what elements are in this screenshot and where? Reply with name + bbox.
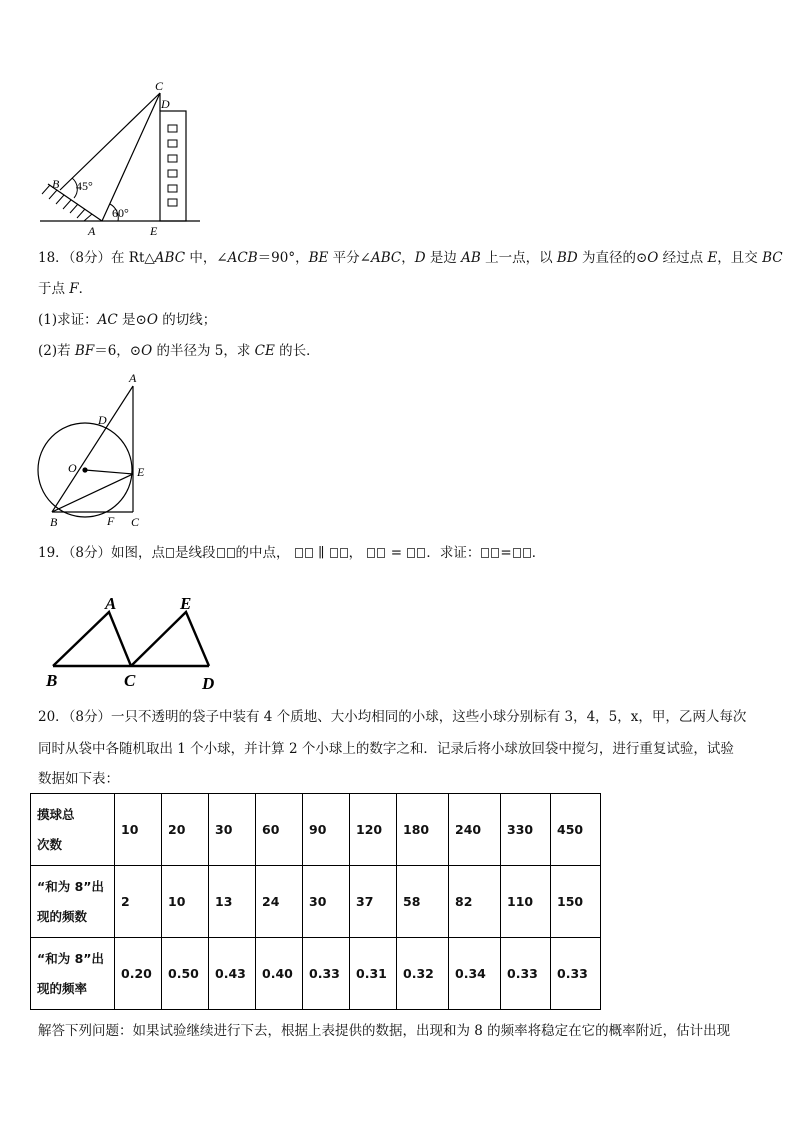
- table-cell: 24: [256, 866, 303, 938]
- text: =: [390, 545, 403, 561]
- text: ＝6，⊙: [94, 343, 142, 359]
- text: 现的频数: [37, 908, 88, 924]
- label-b: B: [52, 177, 60, 191]
- text: O: [647, 250, 659, 266]
- label-f: F: [107, 514, 115, 528]
- text: 的长．: [274, 343, 320, 359]
- table-cell: 150: [551, 866, 601, 938]
- text: ．求证：: [426, 545, 481, 561]
- text: 是⊙: [117, 312, 147, 328]
- text: 为直径的⊙: [577, 250, 648, 266]
- missing-glyph-icon: [407, 548, 415, 558]
- text: (1)求证：: [38, 312, 98, 328]
- text: ．: [531, 545, 546, 561]
- text: F: [69, 281, 79, 297]
- text: O: [146, 312, 158, 328]
- text: ，: [348, 545, 363, 561]
- text: AC: [97, 312, 118, 328]
- row-header: [31, 866, 115, 938]
- text: ，且交: [717, 250, 763, 266]
- text: =: [500, 545, 512, 561]
- figure-18-diagram: [30, 370, 160, 532]
- missing-glyph-icon: [330, 548, 338, 558]
- text: 现的频率: [37, 980, 88, 996]
- text: ＝90°，: [257, 250, 309, 266]
- row-header: [31, 794, 115, 866]
- text: BE: [308, 250, 329, 266]
- table-cell: 0.40: [256, 938, 303, 1010]
- text: BF: [74, 343, 95, 359]
- table-cell: 0.33: [303, 938, 350, 1010]
- table-cell: 10: [115, 794, 162, 866]
- text: ，: [401, 250, 415, 266]
- text: ∥: [318, 545, 325, 561]
- label-o: O: [68, 461, 77, 475]
- q18-line2: [38, 280, 92, 298]
- text: 于点: [38, 281, 70, 297]
- table-cell: 180: [397, 794, 449, 866]
- label-a: A: [129, 371, 137, 385]
- label-45: 45°: [76, 179, 93, 193]
- q20-line1: 20．（8分）一只不透明的袋子中装有 4 个质地、大小均相同的小球，这些小球分别标有 3，4，5，x，甲，乙两人每次: [38, 709, 747, 725]
- missing-glyph-icon: [481, 548, 489, 558]
- text: BC: [762, 250, 783, 266]
- text: 18．（8分）在 Rt△: [38, 250, 155, 266]
- figure-17-diagram: [30, 78, 200, 238]
- text: AB: [461, 250, 481, 266]
- table-row: [31, 794, 601, 866]
- text: 是边: [425, 250, 462, 266]
- missing-glyph-icon: [166, 548, 174, 558]
- label-c: C: [155, 79, 164, 93]
- missing-glyph-icon: [523, 548, 531, 558]
- text: E: [707, 250, 718, 266]
- q20-line2: 同时从袋中各随机取出 1 个小球，并计算 2 个小球上的数字之和．记录后将小球放回袋中搅匀，进行重复试验，试验: [38, 741, 734, 757]
- table-cell: 20: [162, 794, 209, 866]
- label-c: C: [124, 671, 136, 690]
- table-cell: 240: [449, 794, 501, 866]
- figure-19-diagram: [38, 590, 228, 692]
- text: 的切线；: [157, 312, 217, 328]
- label-e: E: [150, 224, 158, 238]
- text: 的中点，: [235, 545, 290, 561]
- label-b: B: [50, 515, 58, 529]
- label-b: B: [46, 671, 58, 690]
- missing-glyph-icon: [305, 548, 313, 558]
- text: 摸球总: [37, 806, 75, 822]
- table-cell: 0.20: [115, 938, 162, 1010]
- missing-glyph-icon: [367, 548, 375, 558]
- text: ．: [78, 281, 93, 297]
- table-cell: 0.34: [449, 938, 501, 1010]
- table-cell: 0.32: [397, 938, 449, 1010]
- table-cell: 120: [350, 794, 397, 866]
- q18-sub1: [38, 311, 216, 329]
- frequency-table: [30, 793, 601, 1010]
- label-60: 60°: [112, 206, 129, 220]
- text: (2)若: [38, 343, 75, 359]
- table-cell: 90: [303, 794, 350, 866]
- table-cell: 0.43: [209, 938, 256, 1010]
- text: 上一点，以: [480, 250, 557, 266]
- label-a: A: [105, 594, 117, 613]
- table-cell: 58: [397, 866, 449, 938]
- label-c: C: [131, 515, 140, 529]
- table-cell: 82: [449, 866, 501, 938]
- table-cell: 0.50: [162, 938, 209, 1010]
- q19-line: [38, 544, 545, 562]
- label-d: D: [98, 413, 107, 427]
- q18-sub2: [38, 342, 320, 360]
- text: O: [141, 343, 153, 359]
- missing-glyph-icon: [295, 548, 303, 558]
- q20-line3: 数据如下表：: [38, 771, 119, 787]
- answer-prompt: 解答下列问题：如果试验继续进行下去，根据上表提供的数据，出现和为 8 的频率将稳定在它的概率附近，估计出现: [38, 1023, 731, 1039]
- table-cell: 0.33: [501, 938, 551, 1010]
- text: 的半径为 5，求: [152, 343, 255, 359]
- table-cell: 110: [501, 866, 551, 938]
- text: 平分∠: [328, 250, 371, 266]
- label-e: E: [137, 465, 145, 479]
- row-header: [31, 938, 115, 1010]
- text: “和为 8”出: [37, 878, 104, 894]
- table-cell: 60: [256, 794, 303, 866]
- missing-glyph-icon: [417, 548, 425, 558]
- text: ABC: [370, 250, 402, 266]
- q18-line1: [38, 249, 783, 267]
- table-cell: 330: [501, 794, 551, 866]
- text: ABC: [154, 250, 186, 266]
- text: CE: [254, 343, 275, 359]
- text: “和为 8”出: [37, 950, 104, 966]
- text: 19．（8分）如图，点: [38, 545, 166, 561]
- missing-glyph-icon: [340, 548, 348, 558]
- table-cell: 2: [115, 866, 162, 938]
- missing-glyph-icon: [377, 548, 385, 558]
- text: D: [414, 250, 426, 266]
- text: ACB: [227, 250, 258, 266]
- text: 次数: [37, 836, 63, 852]
- table-cell: 30: [209, 794, 256, 866]
- table-row: [31, 866, 601, 938]
- text: BD: [556, 250, 578, 266]
- table-cell: 30: [303, 866, 350, 938]
- label-a: A: [88, 224, 96, 238]
- table-cell: 0.31: [350, 938, 397, 1010]
- missing-glyph-icon: [217, 548, 225, 558]
- missing-glyph-icon: [491, 548, 499, 558]
- label-d: D: [161, 97, 170, 111]
- text: 是线段: [175, 545, 216, 561]
- text: 中，∠: [185, 250, 228, 266]
- missing-glyph-icon: [513, 548, 521, 558]
- table-cell: 13: [209, 866, 256, 938]
- label-d: D: [202, 674, 215, 692]
- table-cell: 450: [551, 794, 601, 866]
- text: 经过点: [658, 250, 708, 266]
- table-cell: 37: [350, 866, 397, 938]
- table-cell: 10: [162, 866, 209, 938]
- table-row: [31, 938, 601, 1010]
- table-cell: 0.33: [551, 938, 601, 1010]
- label-e: E: [180, 594, 192, 613]
- missing-glyph-icon: [227, 548, 235, 558]
